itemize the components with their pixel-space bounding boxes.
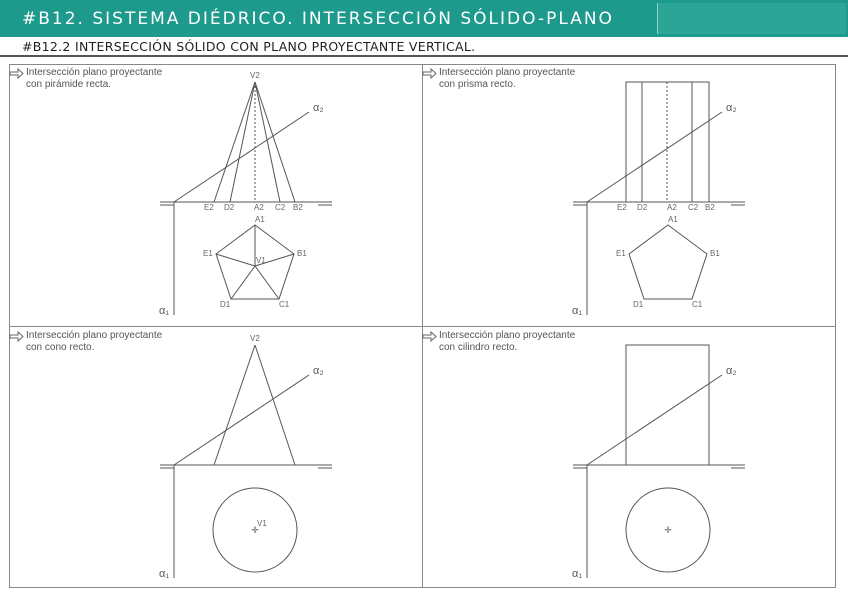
pyramid-edge-d bbox=[230, 82, 255, 202]
alpha2-label: α₂ bbox=[313, 102, 324, 114]
vertex-label: V2 bbox=[250, 334, 260, 343]
point-label: C1 bbox=[692, 300, 703, 309]
panel-caption: Intersección plano proyectante bbox=[26, 330, 163, 341]
pyramid-plan-edge bbox=[216, 254, 255, 266]
alpha2-trace bbox=[174, 112, 309, 202]
vertex-label: V2 bbox=[250, 71, 260, 80]
point-label: B1 bbox=[710, 249, 720, 258]
panel-caption: con pirámide recta. bbox=[26, 79, 112, 90]
point-label: C2 bbox=[275, 203, 286, 212]
page-subtitle: #B12.2 INTERSECCIÓN SÓLIDO CON PLANO PROYECTANTE VERTICAL. bbox=[22, 39, 476, 54]
alpha1-label: α₁ bbox=[159, 568, 170, 580]
panel-caption: con cono recto. bbox=[26, 342, 95, 353]
point-label: C2 bbox=[688, 203, 699, 212]
point-label: D2 bbox=[224, 203, 235, 212]
pyramid-edge-e bbox=[214, 82, 255, 202]
panel-pyramid bbox=[10, 69, 332, 315]
pyramid-plan-edge bbox=[255, 266, 279, 299]
point-label: A1 bbox=[255, 215, 265, 224]
panel-cylinder bbox=[423, 332, 745, 578]
point-label: A1 bbox=[668, 215, 678, 224]
alpha1-label: α₁ bbox=[159, 305, 170, 317]
cone-generatrix bbox=[214, 345, 255, 465]
point-label: A2 bbox=[254, 203, 264, 212]
vertex-label: V1 bbox=[257, 519, 267, 528]
point-label: E1 bbox=[616, 249, 626, 258]
point-label: B2 bbox=[293, 203, 303, 212]
arrow-icon bbox=[423, 69, 436, 78]
cylinder-elevation bbox=[626, 345, 709, 465]
panel-caption: Intersección plano proyectante bbox=[439, 67, 576, 78]
point-label: B2 bbox=[705, 203, 715, 212]
pyramid-plan-edge bbox=[231, 266, 255, 299]
alpha2-trace bbox=[587, 375, 722, 465]
alpha2-trace bbox=[587, 112, 722, 202]
point-label: D1 bbox=[220, 300, 231, 309]
arrow-icon bbox=[423, 332, 436, 341]
pyramid-edge-c bbox=[255, 82, 280, 202]
center-cross-icon: ✛ bbox=[664, 525, 672, 535]
panel-caption: Intersección plano proyectante bbox=[439, 330, 576, 341]
pyramid-edge-b bbox=[255, 82, 295, 202]
point-label: V1 bbox=[256, 256, 266, 265]
point-label: D1 bbox=[633, 300, 644, 309]
alpha2-trace bbox=[174, 375, 309, 465]
point-label: B1 bbox=[297, 249, 307, 258]
arrow-icon bbox=[10, 69, 23, 78]
point-label: D2 bbox=[637, 203, 648, 212]
cone-generatrix bbox=[255, 345, 295, 465]
point-label: E2 bbox=[617, 203, 627, 212]
prism-base-pentagon bbox=[629, 225, 707, 299]
point-label: A2 bbox=[667, 203, 677, 212]
point-label: E1 bbox=[203, 249, 213, 258]
panel-prism bbox=[423, 69, 745, 315]
alpha1-label: α₁ bbox=[572, 568, 583, 580]
alpha2-label: α₂ bbox=[726, 365, 737, 377]
panel-caption: con prisma recto. bbox=[439, 79, 516, 90]
point-label: E2 bbox=[204, 203, 214, 212]
center-cross-icon: ✛ bbox=[251, 525, 259, 535]
alpha2-label: α₂ bbox=[726, 102, 737, 114]
arrow-icon bbox=[10, 332, 23, 341]
alpha1-label: α₁ bbox=[572, 305, 583, 317]
page-title: #B12. SISTEMA DIÉDRICO. INTERSECCIÓN SÓLIDO-PLANO bbox=[22, 9, 614, 29]
point-label: C1 bbox=[279, 300, 290, 309]
panel-caption: con cilindro recto. bbox=[439, 342, 518, 353]
alpha2-label: α₂ bbox=[313, 365, 324, 377]
panel-caption: Intersección plano proyectante bbox=[26, 67, 163, 78]
panel-cone bbox=[10, 332, 332, 578]
